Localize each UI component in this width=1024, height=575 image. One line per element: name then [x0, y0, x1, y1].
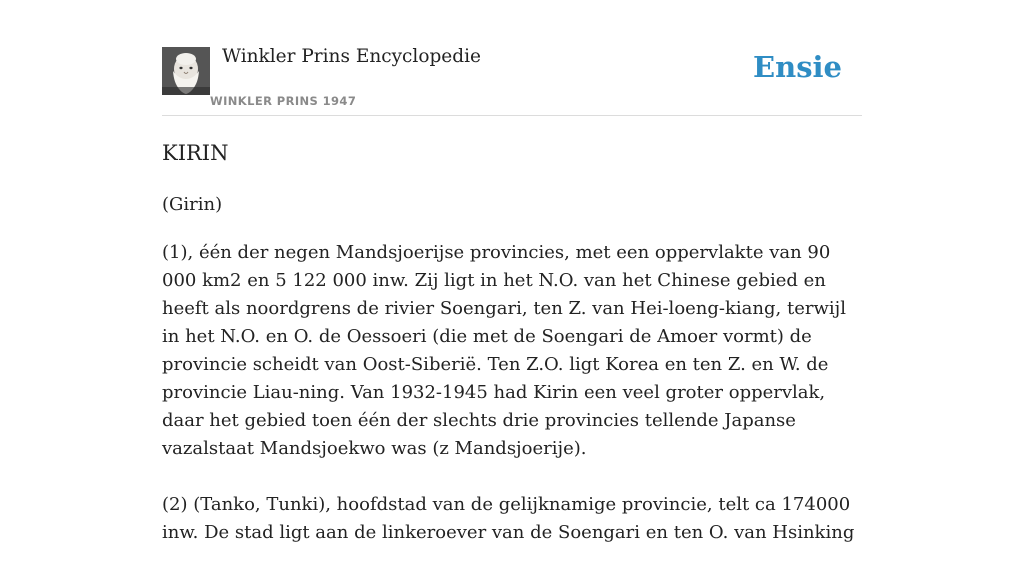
- source-title[interactable]: Winkler Prins Encyclopedie: [222, 46, 481, 67]
- brand-logo[interactable]: Ensie: [753, 50, 842, 84]
- entry-title: KIRIN: [162, 141, 229, 165]
- bearded-man-portrait-icon: [162, 47, 210, 95]
- source-header: [162, 0, 862, 116]
- content-container: [162, 0, 862, 543]
- entry-paragraph: (1), één der negen Mandsjoerijse provincies, met een oppervlakte van 90 000 km2 en 5 122 000 inw. Zij ligt in het N.O. van het Chinese gebied en heeft als noordgrens de rivier Soengari, ten Z. van Hei-loeng-kiang, terwijl in het N.O. en O. de Oessoeri (die met de Soengari de Amoer vormt) de provincie scheidt van Oost-Siberië. Ten Z.O. ligt Korea en ten Z. en W. de provincie Liau-ning. Van 1932-1945 had Kirin een veel groter oppervlak, daar het gebied toen één der slechts drie provincies tellende Japanse vazalstaat Mandsjoekwo was (z Mandsjoerije).: [162, 242, 846, 459]
- entry-body: [162, 239, 862, 575]
- entry-paragraph: (2) (Tanko, Tunki), hoofdstad van de gelijknamige provincie, telt ca 174000 inw. De stad ligt aan de linkeroever van de Soengari en ten O. van Hsinking: [162, 494, 855, 543]
- entry-alias: (Girin): [162, 194, 223, 215]
- source-edition[interactable]: WINKLER PRINS 1947: [210, 94, 357, 108]
- author-avatar[interactable]: [162, 47, 210, 95]
